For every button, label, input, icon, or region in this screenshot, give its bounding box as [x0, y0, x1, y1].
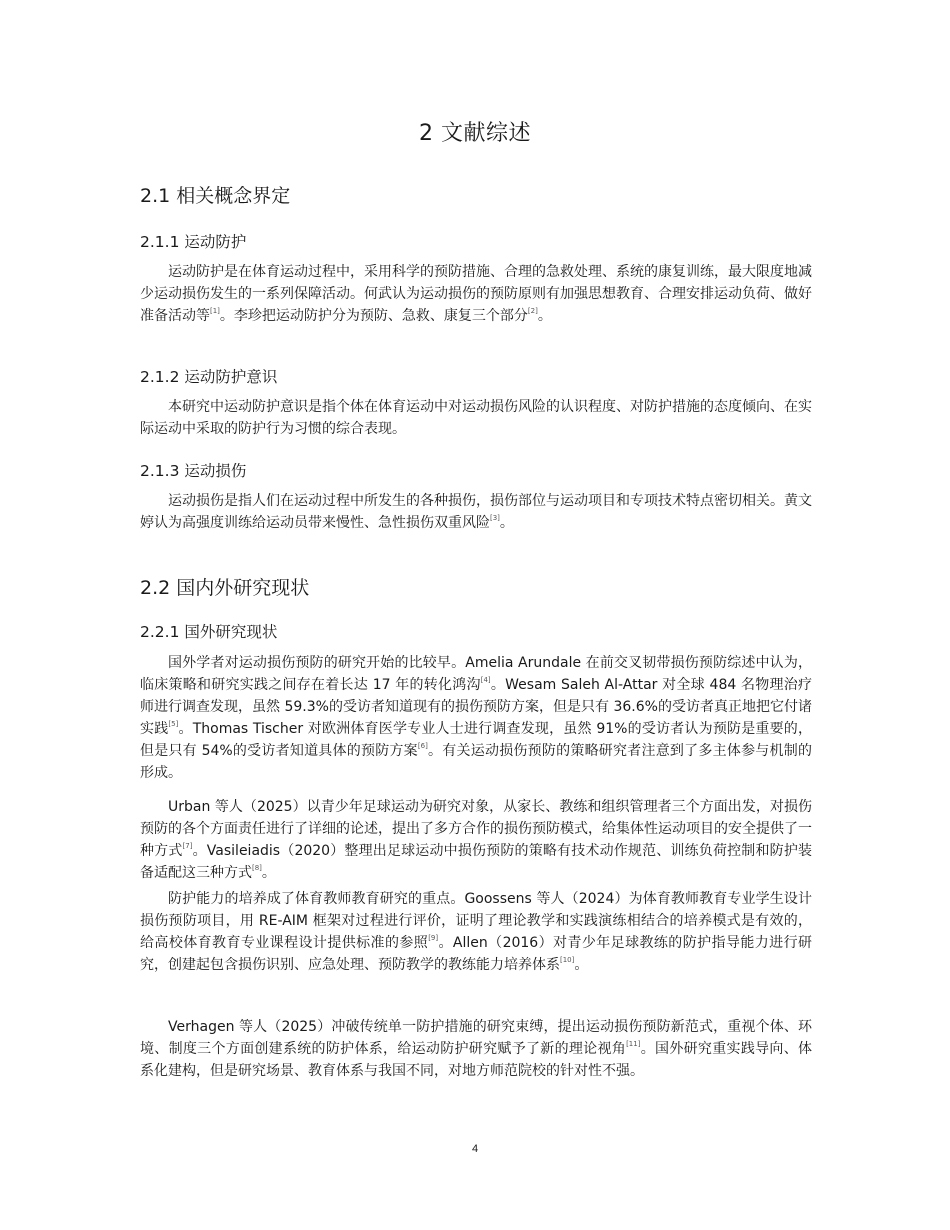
subsection-heading-2-2-1: 2.2.1 国外研究现状: [140, 623, 278, 641]
text-run: 。Wesam Saleh Al-Attar 对全球 484 名物理治疗师进行调查发现，虽然 59.3%的受访者知道现有的损伤预防方案，但是只有 36.6%的受访者真正地把它付诸实践: [140, 677, 812, 737]
paragraph-2-1-3: [140, 490, 812, 534]
text-run: 防护能力的培养成了体育教师教育研究的重点。Goossens 等人（2024）为体育教师教育专业学生设计损伤预防项目，用 RE-AIM 框架对过程进行评价，证明了理论教学和实践演练相结合的培养模式是有效的，给高校体育教育专业课程设计提供标准的参照: [140, 891, 812, 951]
citation-ref[interactable]: [10]: [560, 956, 575, 964]
citation-ref[interactable]: [3]: [490, 514, 500, 522]
subsection-heading-2-1-1: 2.1.1 运动防护: [140, 233, 247, 251]
subsection-heading-2-1-2: 2.1.2 运动防护意识: [140, 368, 278, 386]
text-run: 。国外研究重实践导向、体系化建构，但是研究场景、教育体系与我国不同，对地方师范院校的针对性不强。: [140, 1041, 813, 1079]
citation-ref[interactable]: [11]: [626, 1040, 641, 1048]
citation-ref[interactable]: [4]: [480, 676, 491, 684]
section-heading-2-2: 2.2 国内外研究现状: [140, 577, 310, 599]
citation-ref[interactable]: [8]: [252, 864, 262, 872]
text-run: Verhagen 等人（2025）冲破传统单一防护措施的研究束缚，提出运动损伤预防新范式，重视个体、环境、制度三个方面创建系统的防护体系，给运动防护研究赋予了新的理论视角: [140, 1019, 812, 1057]
paragraph-2-1-1: [140, 261, 812, 327]
page-number: 4: [471, 1143, 479, 1155]
text-run: 。有关运动损伤预防的策略研究者注意到了多主体参与机制的形成。: [140, 743, 812, 781]
text-run: 运动损伤是指人们在运动过程中所发生的各种损伤，损伤部位与运动项目和专项技术特点密切相关。黄文婷认为高强度训练给运动员带来慢性、急性损伤双重风险: [140, 493, 812, 531]
citation-ref[interactable]: [1]: [210, 307, 220, 315]
subsection-heading-2-1-3: 2.1.3 运动损伤: [140, 462, 247, 480]
text-run: 。: [574, 957, 589, 973]
paragraph-foreign-1: [140, 652, 812, 784]
text-run: 。: [499, 515, 514, 531]
citation-ref[interactable]: [5]: [168, 720, 179, 728]
citation-ref[interactable]: [9]: [428, 934, 439, 942]
section-heading-2-1: 2.1 相关概念界定: [140, 185, 291, 207]
citation-ref[interactable]: [6]: [417, 742, 428, 750]
chapter-title: 2 文献综述: [419, 121, 531, 146]
text-run: 本研究中运动防护意识是指个体在体育运动中对运动损伤风险的认识程度、对防护措施的态度倾向、在实际运动中采取的防护行为习惯的综合表现。: [140, 399, 812, 437]
text-run: 国外学者对运动损伤预防的研究开始的比较早。Amelia Arundale 在前交叉韧带损伤预防综述中认为，临床策略和研究实践之间存在着长达 17 年的转化鸿沟: [140, 655, 812, 693]
text-run: 。李珍把运动防护分为预防、急救、康复三个部分: [219, 308, 528, 324]
paragraph-foreign-3: [140, 888, 812, 976]
text-run: 。: [261, 865, 276, 881]
text-run: Urban 等人（2025）以青少年足球运动为研究对象，从家长、教练和组织管理者三个方面出发，对损伤预防的各个方面责任进行了详细的论述，提出了多方合作的损伤预防模式，给集体性运动项目的安全提供了一种方式: [140, 799, 812, 859]
citation-ref[interactable]: [7]: [182, 842, 193, 850]
text-run: 运动防护是在体育运动过程中，采用科学的预防措施、合理的急救处理、系统的康复训练，最大限度地减少运动损伤发生的一系列保障活动。何武认为运动损伤的预防原则有加强思想教育、合理安排运动负荷、做好准备活动等: [140, 264, 812, 324]
paragraph-foreign-4: [140, 1016, 812, 1082]
text-run: 。Vasileiadis（2020）整理出足球运动中损伤预防的策略有技术动作规范、训练负荷控制和防护装备适配这三种方式: [140, 843, 813, 881]
paragraph-foreign-2: [140, 796, 812, 884]
text-run: 。Allen（2016）对青少年足球教练的防护指导能力进行研究，创建起包含损伤识别、应急处理、预防教学的教练能力培养体系: [140, 935, 812, 973]
text-run: 。Thomas Tischer 对欧洲体育医学专业人士进行调查发现，虽然 91%的受访者认为预防是重要的，但是只有 54%的受访者知道具体的预防方案: [140, 721, 813, 759]
citation-ref[interactable]: [2]: [527, 307, 538, 315]
paragraph-2-1-2: [140, 396, 812, 440]
text-run: 。: [537, 308, 552, 324]
